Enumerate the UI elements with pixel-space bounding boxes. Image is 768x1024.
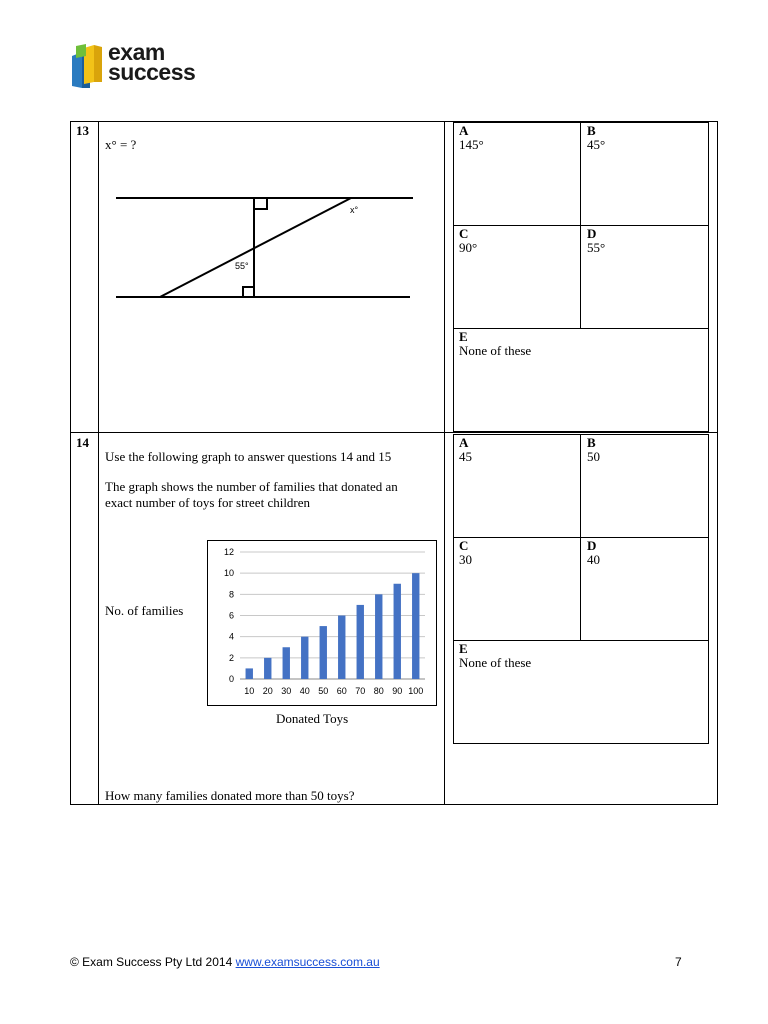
right-angle-bottom <box>243 287 254 297</box>
q14-description-line2: exact number of toys for street children <box>105 495 311 510</box>
option-value: 50 <box>587 449 600 464</box>
toys-bar-chart <box>207 540 437 706</box>
y-tick-label: 2 <box>228 652 234 663</box>
angle-55-label: 55° <box>235 261 249 271</box>
option-letter: B <box>587 123 596 138</box>
option-letter: E <box>459 329 468 344</box>
bar <box>412 573 419 679</box>
transversal-line <box>160 198 351 297</box>
option-letter: D <box>587 538 597 553</box>
option-value: None of these <box>459 655 532 670</box>
chart-x-axis-label: Donated Toys <box>276 711 349 726</box>
bar <box>375 594 382 679</box>
question-number-13: 13 <box>76 123 89 138</box>
option-value: 30 <box>459 552 472 567</box>
x-tick-label: 80 <box>373 686 384 696</box>
x-tick-label: 50 <box>318 686 329 696</box>
bar <box>283 647 290 679</box>
option-value: 90° <box>459 240 478 255</box>
x-tick-label: 10 <box>244 686 255 696</box>
x-tick-label: 70 <box>355 686 366 696</box>
option-letter: A <box>459 123 469 138</box>
logo-line2: success <box>108 59 196 85</box>
bar <box>264 658 271 679</box>
bar <box>320 626 327 679</box>
footer-copyright: © Exam Success Pty Ltd 2014 <box>70 955 233 969</box>
option-value: 45° <box>587 137 606 152</box>
q13-prompt: x° = ? <box>105 137 137 152</box>
y-tick-label: 8 <box>228 589 234 600</box>
x-tick-label: 90 <box>392 686 403 696</box>
x-tick-label: 20 <box>262 686 273 696</box>
option-value: None of these <box>459 343 532 358</box>
option-letter: E <box>459 641 468 656</box>
page-number: 7 <box>675 955 682 969</box>
right-angle-top <box>254 198 267 209</box>
y-tick-label: 4 <box>228 631 234 642</box>
q14-description-line1: The graph shows the number of families that donated an <box>105 479 398 494</box>
option-value: 145° <box>459 137 484 152</box>
y-tick-label: 12 <box>223 547 234 557</box>
logo-wordmark <box>108 39 196 85</box>
bar <box>338 616 345 680</box>
x-tick-label: 30 <box>281 686 292 696</box>
bar <box>394 584 401 679</box>
chart-frame <box>208 541 437 706</box>
x-tick-label: 60 <box>336 686 347 696</box>
books-logo-icon <box>70 42 106 90</box>
option-letter: B <box>587 435 596 450</box>
x-tick-label: 100 <box>408 686 424 696</box>
angle-x-label: x° <box>350 205 359 215</box>
bar <box>246 668 253 679</box>
exam-success-logo <box>70 39 220 92</box>
question-number-14: 14 <box>76 435 89 450</box>
footer-website-link[interactable]: www.examsuccess.com.au <box>235 955 380 969</box>
footer <box>70 955 380 969</box>
option-letter: D <box>587 226 597 241</box>
bar <box>301 637 308 679</box>
q14-intro: Use the following graph to answer questions 14 and 15 <box>105 449 392 464</box>
option-letter: C <box>459 226 469 241</box>
option-value: 45 <box>459 449 472 464</box>
y-tick-label: 0 <box>228 674 234 684</box>
q13-parallel-lines-diagram <box>110 190 420 305</box>
option-letter: A <box>459 435 469 450</box>
option-value: 55° <box>587 240 606 255</box>
x-tick-label: 40 <box>299 686 310 696</box>
y-tick-label: 10 <box>223 568 234 579</box>
bar <box>357 605 364 679</box>
logo-line1: exam <box>108 39 165 65</box>
option-value: 40 <box>587 552 600 567</box>
y-tick-label: 6 <box>228 610 234 621</box>
chart-y-axis-label: No. of families <box>105 603 184 618</box>
option-letter: C <box>459 538 469 553</box>
q14-question: How many families donated more than 50 toys? <box>105 788 355 803</box>
